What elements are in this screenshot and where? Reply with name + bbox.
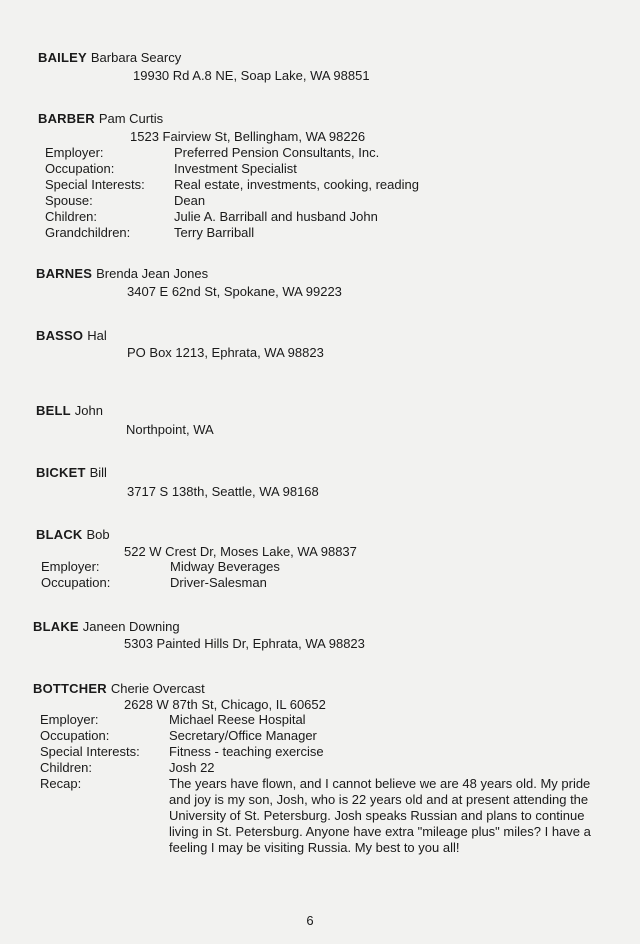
detail-value: Josh 22 [169, 760, 215, 775]
recap-text: The years have flown, and I cannot believe we are 48 years old. My pride and joy is my son, Josh, who is 22 years old and at present attending the University of St. Petersburg. Josh speaks Russian and plans to continue living in St. Petersburg. Anyone have extra "mileage plus" miles? I have a feeling I may be visiting Russia. My best to you all! [169, 776, 591, 855]
detail-value: Fitness - teaching exercise [169, 744, 324, 759]
detail-value: Julie A. Barriball and husband John [174, 209, 378, 224]
detail-label: Employer: [41, 559, 100, 574]
detail-value: Real estate, investments, cooking, reading [174, 177, 419, 192]
detail-value: Dean [174, 193, 206, 208]
entry-address: 3407 E 62nd St, Spokane, WA 99223 [127, 284, 342, 299]
entry-name [36, 403, 103, 419]
entry-surname: BAILEY [38, 50, 87, 65]
entry-address: 5303 Painted Hills Dr, Ephrata, WA 98823 [124, 636, 365, 651]
detail-label: Special Interests: [40, 744, 140, 759]
entry-name [38, 111, 163, 127]
entry-address: 19930 Rd A.8 NE, Soap Lake, WA 98851 [133, 68, 370, 83]
detail-label: Children: [45, 209, 98, 224]
detail-label: Occupation: [41, 575, 111, 590]
detail-value: Michael Reese Hospital [169, 712, 306, 727]
detail-label: Employer: [40, 712, 99, 727]
detail-value: Investment Specialist [174, 161, 297, 176]
entry-given-name: Brenda Jean Jones [96, 266, 209, 281]
entry-name [33, 681, 205, 697]
detail-value: Secretary/Office Manager [169, 728, 317, 743]
entry-name [33, 619, 180, 635]
entry-surname: BARBER [38, 111, 95, 126]
detail-label: Occupation: [40, 728, 110, 743]
entry-address: 522 W Crest Dr, Moses Lake, WA 98837 [124, 544, 357, 559]
detail-value: Driver-Salesman [170, 575, 267, 590]
entry-address: PO Box 1213, Ephrata, WA 98823 [127, 345, 324, 360]
entry-surname: BARNES [36, 266, 93, 281]
page-number: 6 [306, 913, 314, 928]
entry-surname: BELL [36, 403, 71, 418]
detail-label: Special Interests: [45, 177, 145, 192]
entry-name [36, 527, 110, 543]
entry-address: 3717 S 138th, Seattle, WA 98168 [127, 484, 319, 499]
entry-surname: BASSO [36, 328, 84, 343]
entry-name [36, 465, 107, 481]
entry-address: 2628 W 87th St, Chicago, IL 60652 [124, 697, 326, 712]
entry-given-name: Janeen Downing [82, 619, 180, 634]
detail-label: Spouse: [45, 193, 93, 208]
detail-label: Occupation: [45, 161, 115, 176]
detail-label: Employer: [45, 145, 104, 160]
detail-value: Midway Beverages [170, 559, 280, 574]
entry-address: Northpoint, WA [126, 422, 214, 437]
detail-value: Preferred Pension Consultants, Inc. [174, 145, 380, 160]
entry-address: 1523 Fairview St, Bellingham, WA 98226 [130, 129, 366, 144]
entry-given-name: Bill [89, 465, 107, 480]
detail-label: Grandchildren: [45, 225, 131, 240]
entry-given-name: Bob [86, 527, 110, 542]
recap-label: Recap: [40, 776, 82, 791]
entry-given-name: Barbara Searcy [90, 50, 182, 65]
detail-label: Children: [40, 760, 93, 775]
entry-given-name: Hal [87, 328, 107, 343]
entry-surname: BOTTCHER [33, 681, 107, 696]
entry-name [36, 266, 208, 282]
entry-name [38, 50, 181, 66]
entry-surname: BLACK [36, 527, 83, 542]
entry-surname: BLAKE [33, 619, 79, 634]
entry-given-name: Pam Curtis [98, 111, 164, 126]
entry-name [36, 328, 107, 344]
entry-given-name: Cherie Overcast [110, 681, 205, 696]
entry-surname: BICKET [36, 465, 86, 480]
entry-given-name: John [74, 403, 103, 418]
detail-value: Terry Barriball [174, 225, 255, 240]
